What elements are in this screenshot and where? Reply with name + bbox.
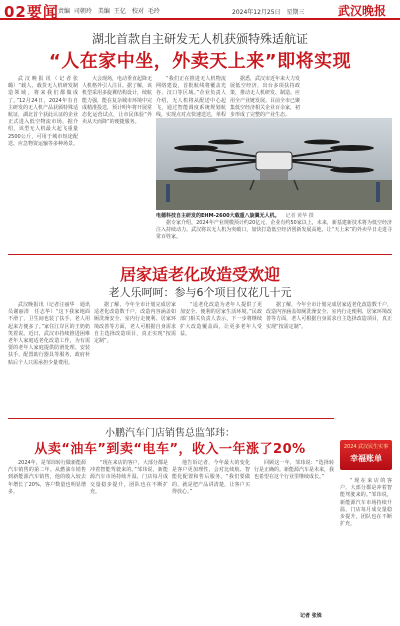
story2-column-2: 据了解，今年全市计划完成居家适老化改造数千户，改造内容涵盖如厕洗澡安全、室内行走便利、居家环境改善等方面，老人可根据自身需求自主选择改造项目，真正实现“按需定制”。 <box>94 302 176 345</box>
story2-title: 居家适老化改造受欢迎 <box>119 265 280 284</box>
banner-title: 幸福账单 <box>350 454 382 463</box>
story3-kicker: 小鹏汽车门店销售总监邹玮： <box>105 428 235 439</box>
story3-credit: 记者 张姝 <box>300 613 322 619</box>
story2-column-4: 据了解，今年全市计划完成居家适老化改造数千户，改造内容涵盖如厕洗澡安全、室内行走便利、居家环境改善等方面，老人可根据自身需求自主选择改造项目，真正实现“按需定制”。 <box>266 302 392 330</box>
story1-headline: “人在家中坐，外卖天上来”即将实现 <box>48 51 352 72</box>
newspaper-logo: 武汉晚报 <box>338 4 387 18</box>
story1-column-5: 据专家介绍，2024年产业规模预计约20亿元，企业有约50家以上，未来，新基建新技术将为低空经济注入持续动力。武汉将以无人机为突破口，加快打造低空经济创新发展高地，让“天上来”的外卖早日走进寻常百姓家。 <box>156 220 392 241</box>
story2-subtitle: 老人乐呵呵：参与6个项目仅花几十元 <box>108 286 292 299</box>
page-header <box>0 0 400 20</box>
story2-column-3: “适老化改造为老年人提供了更加安全、便利的居家生活环境。”民政部门相关负责人表示，下一步将继续扩大改造覆盖面，让更多老年人受益。 <box>180 302 262 337</box>
story1-column-3: “我们正在推进无人机物流网络建设，首批航线将覆盖光谷、汉口等区域。”企业负责人介绍，无人机将从配送中心起飞，通过智能调度系统规划航线，实现点对点快速送达，单程 <box>156 76 227 119</box>
issue-date: 2024年12月25日 星期三 <box>232 9 305 16</box>
editor-credits: 责编 司朝玲 美编 王亿 校对 毛玲 <box>58 8 160 15</box>
story3-column-1: 2024年，是邹玮转行做新能源汽车销售的第二年。从燃油车销售到新能源汽车销售，他的收入较去年增长了20%，客户数量也明显增多。 <box>8 460 86 495</box>
story3-headline: 从卖“油车”到卖“电车”，收入一年涨了20% <box>34 442 306 457</box>
page-number: 02要闻 <box>4 3 59 21</box>
section-divider <box>8 254 392 255</box>
drone-photo-caption: 电德科技自主研发的EHM-2600大载重八旋翼无人机。 记者 黄华 摄 <box>156 213 314 219</box>
story1-column-4: 据悉，武汉市近年来大力发展低空经济，出台多项扶持政策，推动无人机研发、制造、应用全产业链发展。目前全市已聚集低空经济相关企业百余家，初步形成了完整的产业生态。 <box>230 76 301 119</box>
drone-photo <box>156 118 392 210</box>
story1-column-2: 大会现场，电动垂直起降无人机格外引人注目。据了解，该机型采用多旋翼结构设计，续航能力强，能在复杂城市环境中完成精准投送，预计明年将开展常态化运营试点，让市民体验“外卖从天而降”的便捷服务。 <box>82 76 153 126</box>
livelihood-banner <box>340 440 392 470</box>
story2-column-1: 武汉晚报讯（记者汪丽华 通讯员谢丽清 任志华）“这下我家地面不滑了，卫生间也装了扶手，老人用起来方便多了。”家住江岸区的王奶奶笑着说。近日，武汉市持续推进困难老年人家庭适老化改造工作，为有需要的老年人家庭提供防滑处理、安装扶手、配置助行器具等服务，政府补贴后个人只需承担少量费用。 <box>8 302 90 366</box>
story3-column-3: 他告诉记者，今年最大的变化是客户更加理性，会对比续航、智能化配置和售后服务。“我们要做的，就是把产品讲清楚，让客户买得放心。” <box>172 460 250 495</box>
drone-image <box>156 118 392 210</box>
story3-column-4: 回顾这一年，邹玮说：“选择转行是正确的。新能源汽车是未来，我也希望在这个行业里继续成长。” <box>254 460 335 481</box>
section-divider-2 <box>8 418 334 419</box>
photo-credit: 记者 黄华 摄 <box>285 213 314 219</box>
story3-column-5: “现在来店的客户，大部分都是冲着智能驾驶来的。”邹玮说，新能源汽车市场持续升温，门店每月成交量稳步提升，团队也在不断扩充。 <box>340 478 392 528</box>
banner-year: 2024 武汉民生实事 <box>343 444 389 450</box>
story1-kicker: 湖北首款自主研发无人机获颁特殊适航证 <box>91 32 308 46</box>
story1-column-1: 武汉晚报讯（记者张璐）“载人、载货无人机研发制造领域，将来我们都做成了。”12月24日，2024年有自主研发的无人机产品获颁特殊适航证，湖北首个获此认证的企业正式进入低空物流市场。据介绍，该型无人机最大起飞重量2500公斤，可用于城市短途配送、应急物资运输等多种场景。 <box>8 76 79 147</box>
story3-column-2: “现在来店的客户，大部分都是冲着智能驾驶来的。”邹玮说，新能源汽车市场持续升温，门店每月成交量稳步提升，团队也在不断扩充。 <box>90 460 168 495</box>
